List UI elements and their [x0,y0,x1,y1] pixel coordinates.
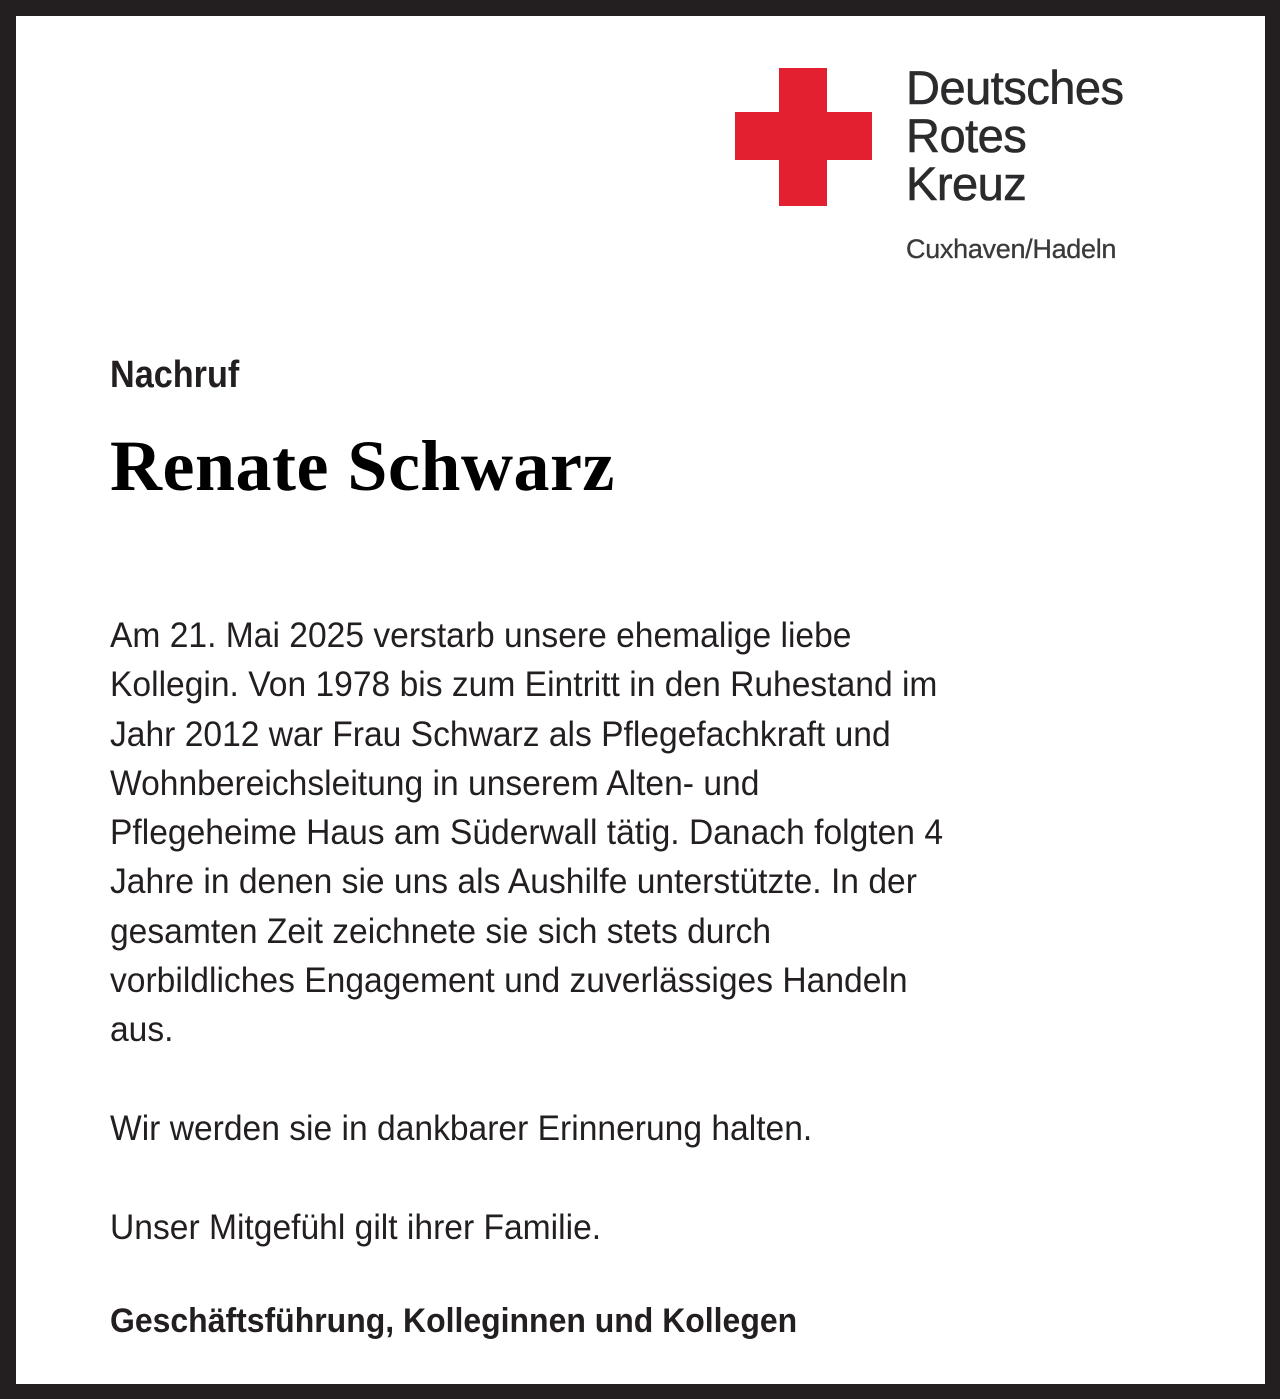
logo-wordmark [906,61,1124,210]
text-line: gesamten Zeit zeichnete sie sich stets durch [110,911,772,951]
kicker-label: Nachruf [110,354,240,396]
logo-line-3: Kreuz [906,157,1027,210]
paragraph-2: Wir werden sie in dankbarer Erinnerung halten. [110,1108,813,1148]
text-line: vorbildliches Engagement und zuverlässiges Handeln [110,961,908,1001]
text-line: Wohnbereichsleitung in unserem Alten- und [110,763,760,803]
logo-subtitle: Cuxhaven/Hadeln [906,234,1117,264]
text-line: Jahre in denen sie uns als Aushilfe unterstützte. In der [110,862,917,902]
red-cross-icon [735,68,872,206]
logo-line-2: Rotes [906,109,1027,162]
deceased-name: Renate Schwarz [110,426,615,506]
text-line: Kollegin. Von 1978 bis zum Eintritt in den Ruhestand im [110,665,938,705]
signoff: Geschäftsführung, Kolleginnen und Kollegen [110,1302,798,1340]
obituary-card [16,16,1265,1384]
text-line: Jahr 2012 war Frau Schwarz als Pflegefachkraft und [110,714,891,754]
text-line: Am 21. Mai 2025 verstarb unsere ehemalige liebe [110,616,852,655]
paragraph-3: Unser Mitgefühl gilt ihrer Familie. [110,1207,602,1247]
drk-logo [735,61,1175,288]
cross-horizontal-bar [735,112,872,160]
text-line: aus. [110,1010,174,1050]
paragraph-1 [110,611,1147,1055]
logo-line-1: Deutsches [906,61,1124,114]
text-line: Pflegeheime Haus am Süderwall tätig. Danach folgten 4 [110,813,944,853]
obituary-body [110,611,1190,1301]
